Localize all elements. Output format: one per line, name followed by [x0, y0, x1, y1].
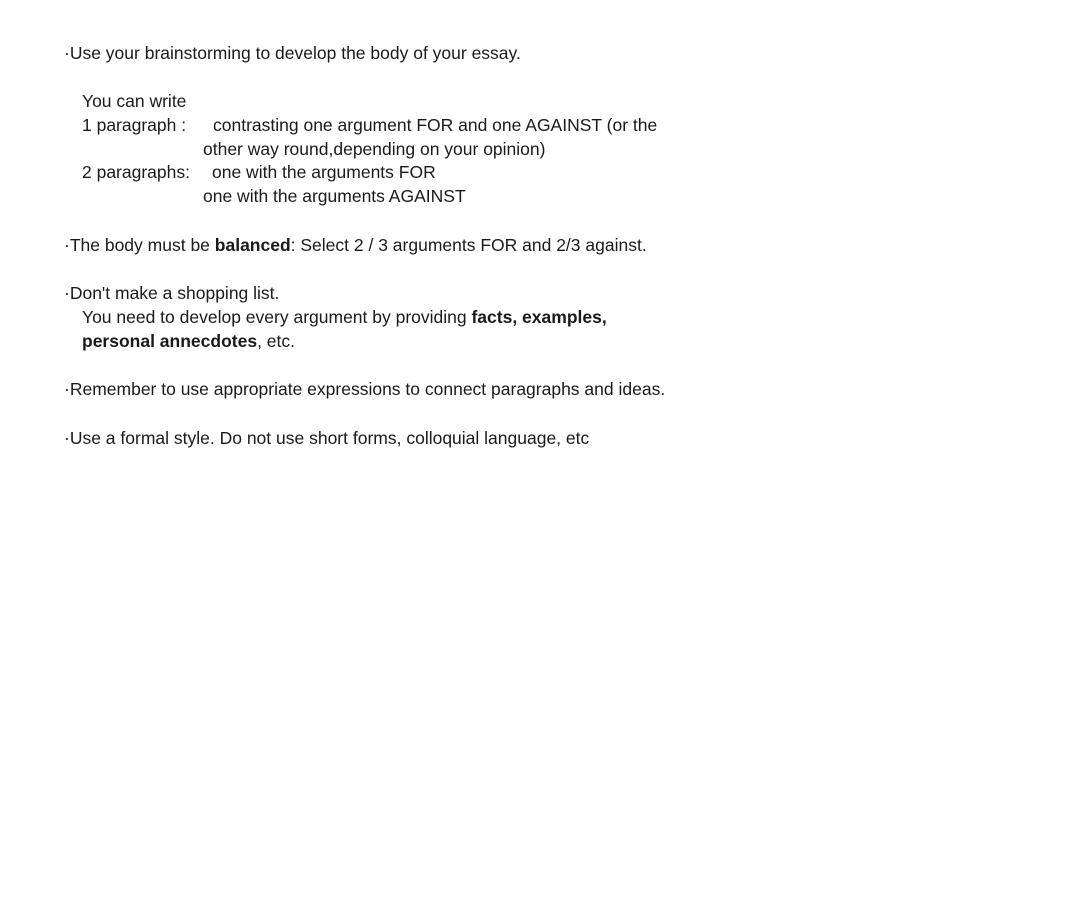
options-lead: You can write — [82, 91, 187, 111]
two-paragraphs-text-2: one with the arguments AGAINST — [203, 186, 466, 206]
balanced-suffix: : Select 2 / 3 arguments FOR and 2/3 against. — [290, 235, 647, 255]
formal-line: ·Use a formal style. Do not use short forms, colloquial language, etc — [64, 428, 590, 448]
balanced-bold: balanced — [214, 235, 291, 255]
intro-line: ·Use your brainstorming to develop the body of your essay. — [64, 43, 521, 63]
shopping-line-1: ·Don't make a shopping list. — [64, 283, 280, 303]
shopping-line-3-suffix: , etc. — [257, 331, 295, 351]
two-paragraphs-text-1: one with the arguments FOR — [212, 162, 436, 182]
shopping-line-3-bold: personal annecdotes — [82, 331, 258, 351]
shopping-line-3 — [82, 330, 295, 352]
connect-line: ·Remember to use appropriate expressions to connect paragraphs and ideas. — [64, 379, 666, 399]
shopping-line-2-prefix: You need to develop every argument by providing — [82, 307, 472, 327]
one-paragraph-text-2: other way round,depending on your opinion) — [203, 139, 546, 159]
shopping-line-2 — [82, 306, 607, 328]
one-paragraph-text-1: contrasting one argument FOR and one AGAINST (or the — [213, 115, 658, 135]
one-paragraph-label: 1 paragraph : — [82, 115, 187, 135]
balanced-line — [64, 234, 647, 256]
two-paragraphs-label: 2 paragraphs: — [82, 162, 190, 182]
shopping-line-2-bold: facts, examples, — [471, 307, 607, 327]
balanced-prefix: ·The body must be — [64, 235, 215, 255]
